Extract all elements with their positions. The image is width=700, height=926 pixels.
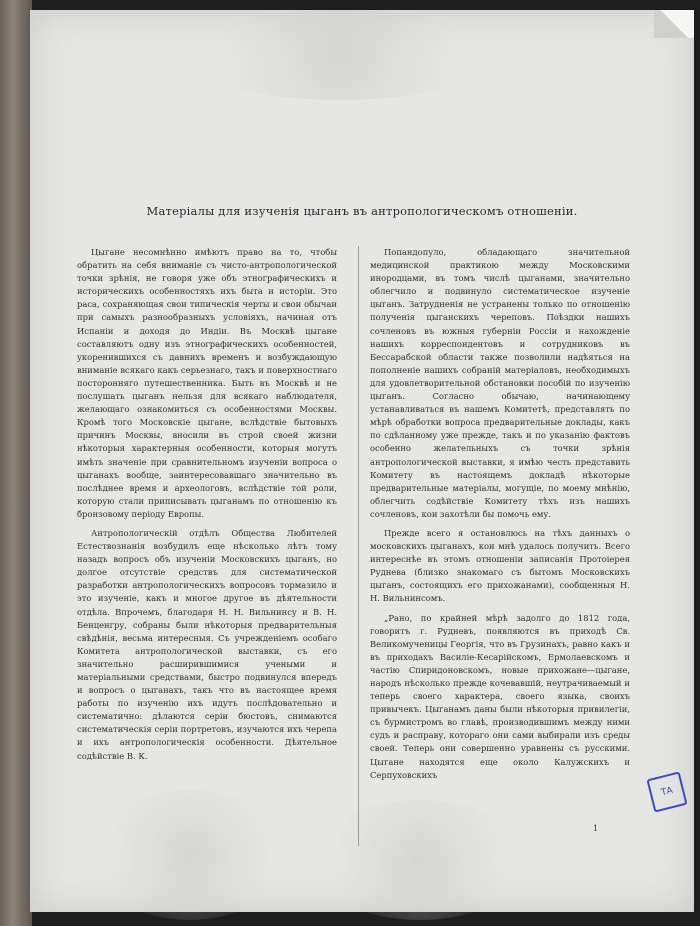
library-stamp: ТА bbox=[646, 771, 687, 812]
paragraph: Прежде всего я остановлюсь на тѣхъ данныхъ о московскихъ цыганахъ, кои мнѣ удалось получить. Всего интереснѣе въ этомъ отношеніи записанія Протоіерея Руднева (близко знакомаго съ бытомъ Московскихъ цыганъ, состоящихъ его прихожанами), сообщенныя Н. Н. Вильнинсомъ. bbox=[370, 527, 630, 604]
paper-stain bbox=[180, 10, 500, 100]
paragraph: Цыгане несомнѣнно имѣютъ право на то, чтобы обратить на себя вниманіе съ чисто-антропологической точки зрѣнія, не говоря уже объ этнографическихъ и историческихъ особенностяхъ ихъ быта и исторіи. Это раса, сохраняющая свои типическія черты и свои обычаи при самыхъ разнообразныхъ условіяхъ, начиная отъ Испаніи и доходя до Индіи. Въ Москвѣ цыгане составляютъ одну изъ этнографическихъ особенностей, укоренившихся съ давнихъ временъ и возбуждающую вниманіе всякаго какъ серьезнаго, такъ и поверхностнаго посторонняго путешественника. Быть въ Москвѣ и не послушать цыганъ нельзя для всякаго наблюдателя, желающаго ознакомиться съ особенностями Москвы. Кромѣ того Московскіе цыгане, вслѣдствіе бытовыхъ причинъ Москвы, вносили въ строй своей жизни нѣкоторыя характерныя особенности, которыя могутъ имѣть значеніе при сравнительномъ изученіи вопроса о цыганахъ вообще, заинтересовавшаго значительно въ послѣднее время и археологовъ, вслѣдствіе той роли, которую стали приписывать цыганамъ по отношенію къ бронзовому періоду Европы. bbox=[77, 247, 337, 519]
paragraph: „Рано, по крайней мѣрѣ задолго до 1812 года, говоритъ г. Рудневъ, появляются въ приходѣ Св. Великомученицы Георгія, что въ Грузинахъ, равно какъ и въ приходахъ Василіе-Кесарійскомъ, Ермолаевскомъ и частію Спиридоновскомъ, новые прихожане—цыгане, народъ нѣсколько прежде кочевавшій, неутрачиваемый и теперь своего характера, своего языка, своихъ привычекъ. Цыганамъ даны были нѣкоторыя привилегіи, съ бурмистромъ во главѣ, производившимъ между ними судъ и расправу, котораго они сами выбирали изъ среды своей. Теперь они совершенно уравнены съ русскими. Цыгане находятся еще около Калужскихъ и Серпуховскихъ bbox=[370, 612, 630, 780]
left-column bbox=[77, 246, 337, 769]
paper-stain bbox=[90, 790, 290, 920]
column-divider bbox=[358, 246, 359, 846]
page-corner bbox=[654, 10, 694, 38]
right-column bbox=[370, 246, 630, 788]
page-number: 1 bbox=[593, 824, 599, 833]
book-binding bbox=[0, 0, 32, 926]
document-page bbox=[30, 10, 694, 912]
paragraph: Антропологическій отдѣлъ Общества Любителей Естествознанія возбудилъ еще нѣсколько лѣтъ тому назадъ вопросъ объ изученіи Московскихъ цыганъ, но долгое отсутствіе средствъ для систематической разработки антропологическихъ вопросовъ тормазило и это изученіе, какъ и многое другое въ дѣятельности отдѣла. Впрочемъ, благодаря Н. Н. Вильнинсу и В. Н. Бенценгру, собраны были нѣкоторыя предварительныя свѣдѣнія, весьма интересныя. Съ учрежденіемъ особаго Комитета антропологической выставки, съ его значительно расширившимися учеными и матеріальными средствами, быстро подвинулся впередъ и вопросъ о цыганахъ, такъ что въ настоящее время работы по изученію ихъ идутъ послѣдовательно и систематично: дѣлаются серіи бюстовъ, снимаются систематическія серіи портретовъ, изучаются ихъ черепа и ихъ антропологическія особенности. Дѣятельное содѣйствіе В. К. bbox=[77, 527, 337, 761]
paragraph: Попандопуло, обладающаго значительной медицинской практикою между Московскими инородцами, въ томъ числѣ цыганами, значительно облегчило и подвинуло систематическое изученіе цыганъ. Затрудненія не устранены только по отношенію полученія цыганскихъ череповъ. Поѣздки нашихъ сочленовъ въ южныя губерніи Россіи и нахожденіе нашихъ корреспондентовъ и сотрудниковъ въ Бессарабской области также позволили надѣяться на пополненіе нашихъ собраній матеріаловъ, необходимыхъ для удовлетворительной обстановки пособій по изученію цыганъ. Согласно обычаю, начинающему устанавливаться въ нашемъ Комитетѣ, представлять по мѣрѣ обработки вопроса предварительные доклады, какъ по сдѣланному уже прежде, такъ и по указанію фактовъ особенно желательныхъ съ точки зрѣнія антропологической выставки, я имѣю честь представить Комитету въ настоящемъ докладѣ нѣкоторые предварительные матеріалы, могущіе, по моему мнѣнію, облегчить содѣйствіе Комитету тѣхъ изъ нашихъ сочленовъ, кои захотѣли бы помочь ему. bbox=[370, 247, 630, 519]
paper-stain bbox=[310, 800, 530, 920]
page-title: Матеріалы для изученія цыганъ въ антропологическомъ отношеніи. bbox=[146, 204, 578, 218]
